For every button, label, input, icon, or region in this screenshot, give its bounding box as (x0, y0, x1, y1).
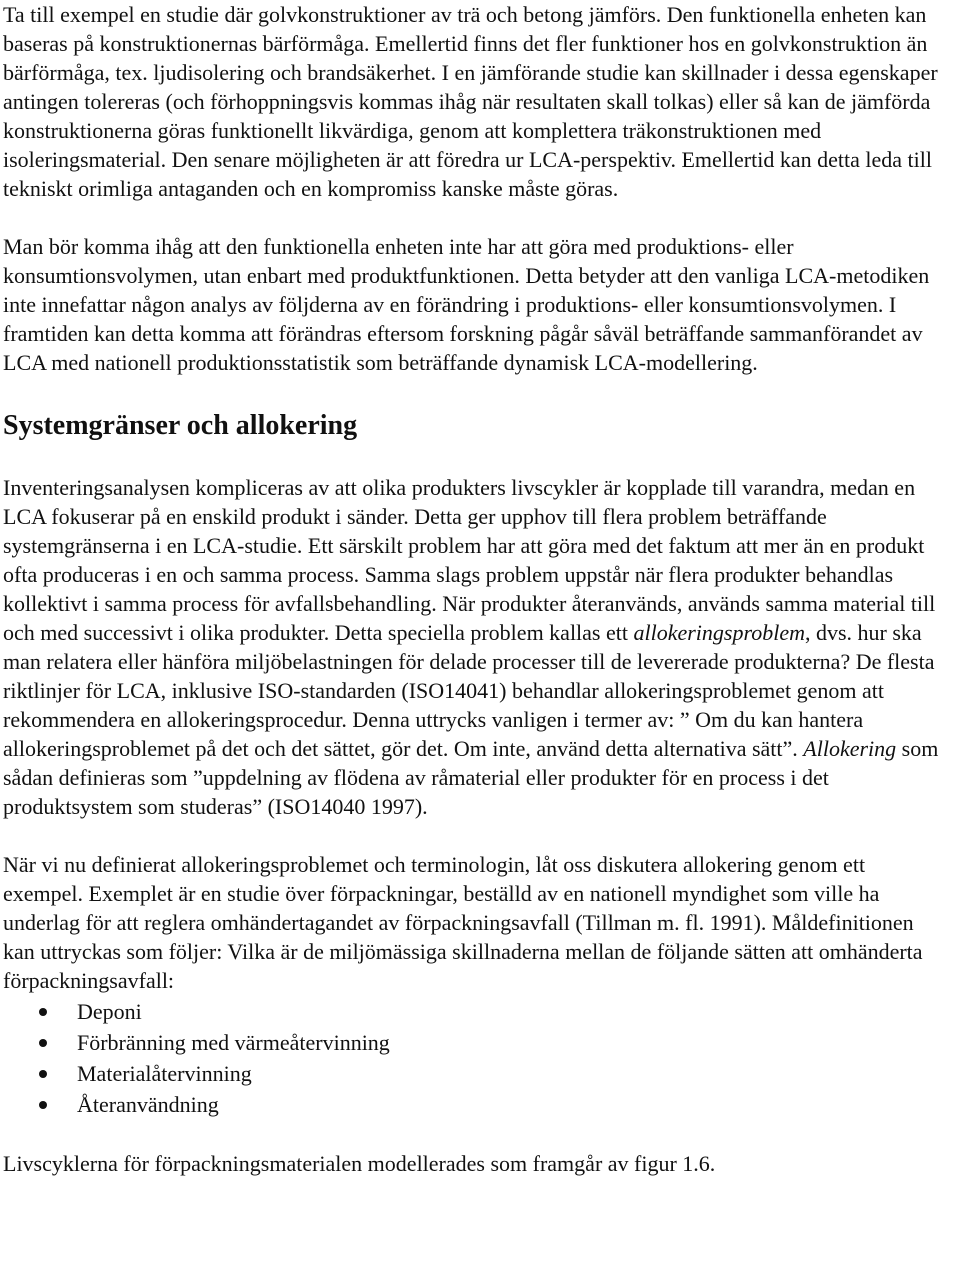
emphasis-term: Allokering (803, 736, 897, 761)
bullet-list (3, 996, 950, 1120)
paragraph-text-part: Inventeringsanalysen kompliceras av att olika produkters livscykler är kopplade till varandra, medan en LCA fokuserar på en enskild produkt i sänder. Detta ger upphov till flera problem beträffande systemgränserna i en LCA-studie. Ett särskilt problem har att göra med det faktum att mer än en produkt ofta produceras i en och samma process. Samma slags problem uppstår när flera produkter behandlas kollektivt i samma process för avfallsbehandling. När produkter återanvänds, används samma material till och med successivt i olika produkter. Detta speciella problem kallas ett (3, 475, 936, 645)
section-heading: Systemgränser och allokering (3, 410, 358, 441)
paragraph-production-volume: Man bör komma ihåg att den funktionella enheten inte har att göra med produktions- eller konsumtionsvolymen, utan enbart med produktfunktionen. Detta betyder att den vanliga LCA-metodiken inte innefattar någon analys av följderna av en förändring i produktions- eller konsumtionsvolymen. I framtiden kan detta komma att förändras eftersom forskning pågår såväl beträffande sammanförandet av LCA med nationell produktionsstatistik som beträffande dynamisk LCA-modellering. (3, 234, 930, 375)
paragraph-example-intro: När vi nu definierat allokeringsproblemet och terminologin, låt oss diskutera allokering genom ett exempel. Exemplet är en studie över förpackningar, beställd av en nationell myndighet som ville ha underlag för att reglera omhändertagandet av förpackningsavfall (Tillman m. fl. 1991). Måldefinitionen kan uttryckas som följer: Vilka är de miljömässiga skillnaderna mellan de följande sätten att omhänderta förpackningsavfall: (3, 852, 923, 993)
list-item-label: Återanvändning (77, 1092, 219, 1117)
emphasis-term: allokeringsproblem (633, 620, 805, 645)
list-item (3, 1058, 950, 1089)
bullet-icon (39, 1070, 47, 1078)
list-item-label: Förbränning med värmeåtervinning (77, 1030, 390, 1055)
list-item (3, 1089, 950, 1120)
list-item-label: Materialåtervinning (77, 1061, 252, 1086)
paragraph-functional-unit-example: Ta till exempel en studie där golvkonstruktioner av trä och betong jämförs. Den funktionella enheten kan baseras på konstruktionernas bärförmåga. Emellertid finns det fler funktioner hos en golvkonstruktion än bärförmåga, tex. ljudisolering och brandsäkerhet. I en jämförande studie kan skillnader i dessa egenskaper antingen tolereras (och förhoppningsvis kommas ihåg när resultaten skall tolkas) eller så kan de jämförda konstruktionerna göras funktionellt likvärdiga, genom att komplettera träkonstruktionen med isoleringsmaterial. Den senare möjligheten är att föredra ur LCA-perspektiv. Emellertid kan detta leda till tekniskt orimliga antaganden och en kompromiss kanske måste göras. (3, 2, 938, 201)
list-item (3, 1027, 950, 1058)
paragraph-figure-reference: Livscyklerna för förpackningsmaterialen modellerades som framgår av figur 1.6. (3, 1151, 716, 1176)
paragraph-text-part: , dvs. hur ska man relatera eller hänföra miljöbelastningen för delade processer till de levererade produkterna? De flesta riktlinjer för LCA, inklusive ISO-standarden (ISO14041) behandlar allokeringsproblemet genom att rekommendera en allokeringsprocedur. Denna uttrycks vanligen i termer av: ” Om du kan hantera allokeringsproblemet på det och det sättet, gör det. Om inte, använd detta alternativa sätt”. (3, 620, 935, 761)
bullet-icon (39, 1008, 47, 1016)
bullet-icon (39, 1039, 47, 1047)
list-item (3, 996, 950, 1027)
bullet-icon (39, 1101, 47, 1109)
paragraph-allocation-problem (3, 473, 950, 821)
list-item-label: Deponi (77, 999, 142, 1024)
paragraph-text-part: som sådan definieras som ”uppdelning av flödena av råmaterial eller produkter för en process i det produktsystem som studeras” (ISO14040 1997). (3, 736, 939, 819)
